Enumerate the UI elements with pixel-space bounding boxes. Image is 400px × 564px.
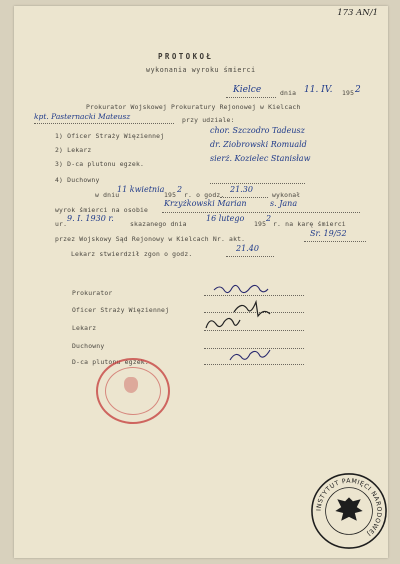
time-dots [220,197,268,198]
execution-time-hw: 21.30 [230,185,253,194]
place-handwritten: Kielce [233,85,262,95]
birth-date-hw: 9. I. 1930 r. [67,214,114,223]
body-skazanego: skazanego dnia [130,220,187,228]
death-time-dots [226,256,274,257]
participant-label: 4) Duchowny [55,176,100,184]
document-title: PROTOKOŁ [158,52,214,61]
convict-father-hw: s. Jana [270,199,298,208]
intro-przy-udziale: przy udziale: [182,116,235,124]
body-wykonal: wykonał [272,191,301,199]
document-page [14,6,388,558]
convict-name-hw: Krzyżkowski Marian [164,199,247,208]
convict-dots [162,212,360,213]
eagle-icon [124,377,138,393]
participant-label: 2) Lekarz [55,146,92,154]
participant-name: dr. Ziobrowski Romuald [210,140,307,149]
handwritten-signatures [194,276,304,376]
participant-label: 1) Oficer Straży Więziennej [55,132,165,140]
participant-name: sierż. Kozielec Stanisław [210,154,311,163]
red-seal-stamp [96,358,170,424]
date-handwritten: 11. IV. [304,85,333,95]
archival-signature: 173 AN/1 [337,8,378,18]
body-court-text: przez Wojskowy Sąd Rejonowy w Kielcach Nr. akt. [55,235,246,243]
body-sentence-year: 195 [254,220,267,228]
year-prefix: 195 [342,89,355,97]
body-doctor-text: Lekarz stwierdził zgon o godz. [71,250,193,258]
body-year-prefix: 195 [164,191,177,199]
case-number-hw: Sr. 19/52 [310,229,347,238]
eagle-icon [335,497,362,520]
year-suffix: 2 [355,85,361,95]
prosecutor-dots [34,123,174,124]
body-wyrok-text: wyrok śmierci na osobie [55,206,149,214]
sentence-year-suffix: 2 [266,214,272,223]
date-label: dnia [280,89,297,97]
sentence-date-hw: 16 lutego [206,214,245,223]
signature-label: Lekarz [72,324,97,332]
ipn-stamp-text: INSTYTUT PAMIĘCI NARODOWEJ [315,477,383,538]
body-ur-label: ur. [55,220,68,228]
signature-label: Oficer Straży Więziennej [72,306,170,314]
place-dots [226,97,276,98]
signature-label: Prokurator [72,289,113,297]
body-o-godz: r. o godz. [184,191,225,199]
document-subtitle: wykonania wyroku śmierci [146,66,256,74]
signature-label: Duchowny [72,342,105,350]
case-dots [304,241,366,242]
intro-line: Prokurator Wojskowej Prokuratury Rejonowej w Kielcach [86,103,301,111]
prosecutor-name: kpt. Pasternacki Mateusz [34,112,131,121]
participant-name: chor. Szczodro Tadeusz [210,126,305,135]
ipn-archive-stamp [310,472,388,550]
participant-label: 3) D-ca plutonu egzek. [55,160,145,168]
death-time-hw: 21.40 [236,244,259,253]
signature-label: D-ca plutonu egzek. [72,358,149,366]
body-na-kare: r. na karę śmierci [273,220,346,228]
clergy-dots [210,183,305,184]
body-year-suffix: 2 [177,185,183,194]
body-w-dniu: w dniu [95,191,120,199]
execution-date-hw: 11 kwietnia [117,185,165,194]
